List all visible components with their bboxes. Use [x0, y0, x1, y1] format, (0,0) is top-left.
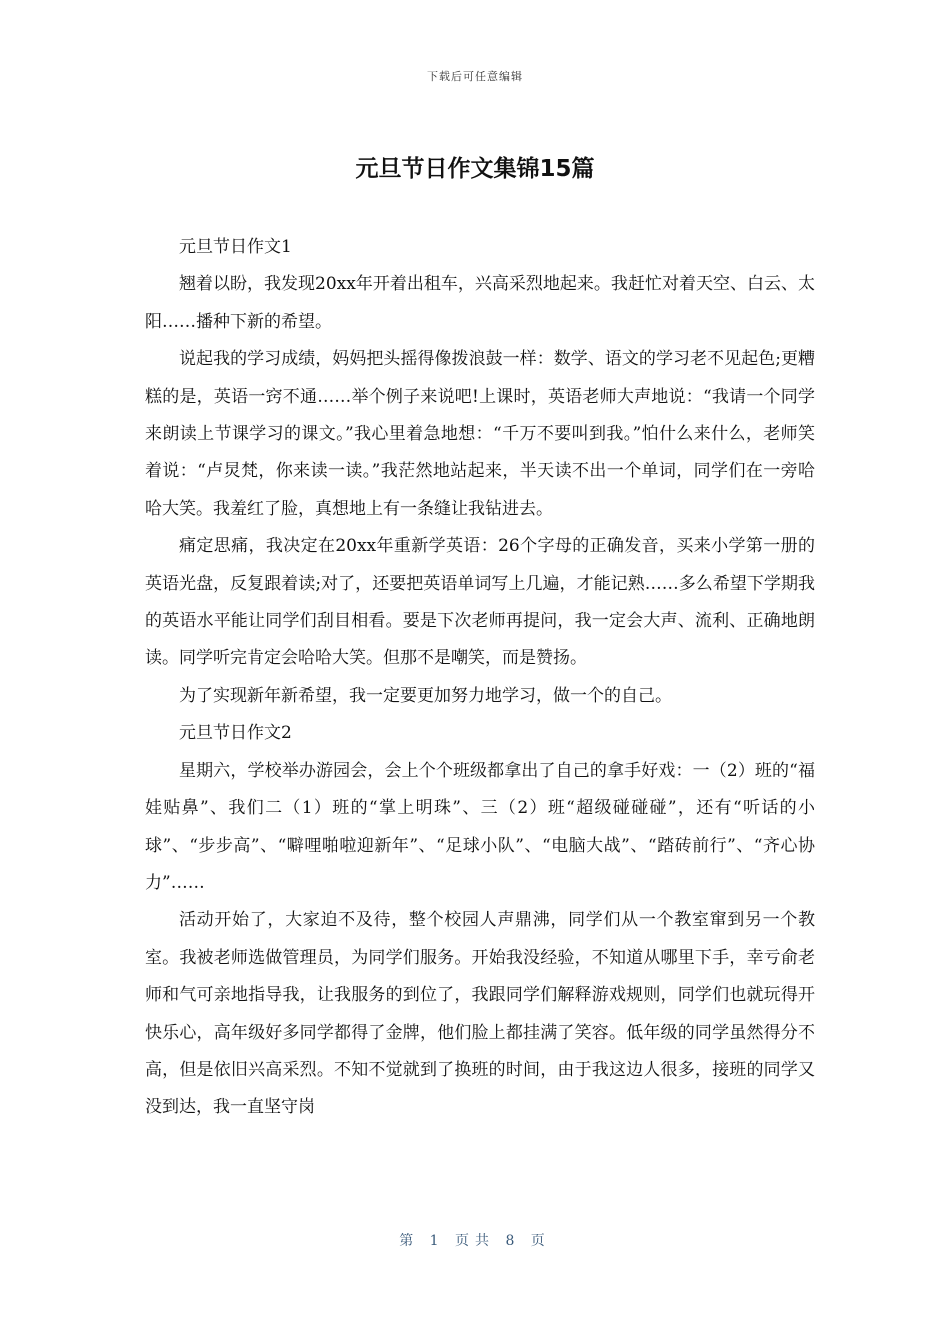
paragraph: 痛定思痛，我决定在20xx年重新学英语：26个字母的正确发音，买来小学第一册的英语光盘，反复跟着读;对了，还要把英语单词写上几遍，才能记熟……多么希望下学期我的英语水平能让同学们刮目相看。要是下次老师再提问，我一定会大声、流利、正确地朗读。同学听完肯定会哈哈大笑。但那不是嘲笑，而是赞扬。 [145, 536, 815, 669]
paragraph: 说起我的学习成绩，妈妈把头摇得像拨浪鼓一样：数学、语文的学习老不见起色;更糟糕的是，英语一窍不通……举个例子来说吧!上课时，英语老师大声地说：“我请一个同学来朗读上节课学习的课文。”我心里着急地想：“千万不要叫到我。”怕什么来什么，老师笑着说：“卢炅梵，你来读一读。”我茫然地站起来，半天读不出一个单词，同学们在一旁哈哈大笑。我羞红了脸，真想地上有一条缝让我钻进去。 [145, 349, 815, 519]
page-footer: 第 1 页共 8 页 [399, 1233, 551, 1249]
paragraph: 元旦节日作文1 [179, 237, 292, 257]
paragraph: 活动开始了，大家迫不及待，整个校园人声鼎沸，同学们从一个教室窜到另一个教室。我被老师选做管理员，为同学们服务。开始我没经验，不知道从哪里下手，幸亏俞老师和气可亲地指导我，让我服务的到位了，我跟同学们解释游戏规则，同学们也就玩得开快乐心，高年级好多同学都得了金牌，他们脸上都挂满了笑容。低年级的同学虽然得分不高，但是依旧兴高采烈。不知不觉就到了换班的时间，由于我这边人很多，接班的同学又没到达，我一直坚守岗 [145, 910, 815, 1118]
paragraph: 翘着以盼，我发现20xx年开着出租车，兴高采烈地起来。我赶忙对着天空、白云、太阳……播种下新的希望。 [145, 274, 815, 332]
paragraph: 元旦节日作文2 [179, 723, 292, 744]
header-note: 下载后可任意编辑 [427, 70, 523, 83]
document-body [145, 229, 815, 1127]
paragraph: 为了实现新年新希望，我一定要更加努力地学习，做一个的自己。 [179, 685, 672, 706]
document-title: 元旦节日作文集锦15篇 [355, 156, 595, 182]
paragraph: 星期六，学校举办游园会，会上个个班级都拿出了自己的拿手好戏：一（2）班的“福娃贴鼻”、我们二（1）班的“掌上明珠”、三（2）班“超级碰碰碰”，还有“听话的小球”、“步步高”、“噼哩啪啦迎新年”、“足球小队”、“电脑大战”、“踏砖前行”、“齐心协力”…… [145, 760, 815, 893]
